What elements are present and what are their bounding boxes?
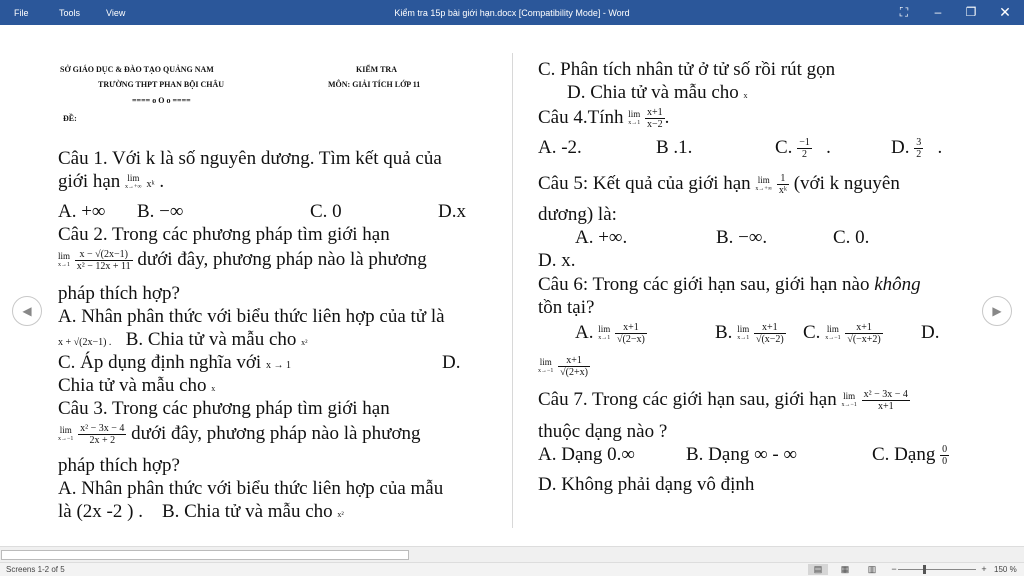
page-count: Screens 1-2 of 5 <box>6 565 65 574</box>
q7-answer-d: D. Không phải dạng vô định <box>538 474 755 495</box>
q3-line1: Câu 3. Trong các phương pháp tìm giới hạn <box>58 398 390 419</box>
q3-answer-c: C. Phân tích nhân tử ở tử số rồi rút gọn <box>538 59 836 80</box>
next-screen-icon[interactable]: ▶ <box>982 296 1012 326</box>
document-page[interactable] <box>0 25 1024 546</box>
q3-line3: pháp thích hợp? <box>58 455 180 476</box>
q1-answer-d: D.x <box>438 201 466 222</box>
document-title: Kiểm tra 15p bài giới hạn.docx [Compatibility Mode] - Word <box>394 8 630 18</box>
q4-question: Câu 4.Tính lim x→1 $\frac{x+1}{x-2}$ . <box>538 107 670 131</box>
q6-answer-d: lim x→−1 $\frac{x+1}{√(2+x)}$ <box>538 355 588 379</box>
school-name: TRƯỜNG THPT PHAN BỘI CHÂU <box>98 80 225 89</box>
q6-line2: tồn tại? <box>538 297 595 318</box>
q4-answer-c: C. $\frac{-1}{2}$ . <box>775 137 831 161</box>
q2-answer-d: Chia tử và mẫu cho x <box>58 375 216 396</box>
q2-answer-c: C. Áp dụng định nghĩa với x → 1 <box>58 352 291 373</box>
exam-code-label: ĐỀ: <box>63 114 77 123</box>
q4-answer-a: A. -2. <box>538 137 582 158</box>
q1-line1: Câu 1. Với k là số nguyên dương. Tìm kết quả của <box>58 148 442 169</box>
q5-answer-b: B. −∞. <box>716 227 768 248</box>
menu-file[interactable]: File <box>14 8 29 18</box>
zoom-out-button[interactable]: − <box>891 564 897 574</box>
q3-line2: lim x→−1 $\frac{\text{x² − 3x − 4}}{2x + 2}$ dưới đây, phương pháp nào là phương <box>58 423 421 447</box>
q6-answer-b: B. lim x→1 $\frac{x+1}{√(x-2)}$ <box>715 322 784 346</box>
exam-title: KIỂM TRA <box>356 65 397 74</box>
print-layout-icon[interactable]: ▦ <box>840 564 850 574</box>
close-icon[interactable]: ✕ <box>999 4 1011 20</box>
q5-line1: Câu 5: Kết quả của giới hạn lim x→+∞ $\frac{1}{\text{xᵏ}}$ (với k nguyên <box>538 173 900 197</box>
q4-answer-d: D. $\frac{3}{2}$ . <box>891 137 943 161</box>
restore-icon[interactable]: ❐ <box>965 5 977 19</box>
minimize-icon[interactable]: – <box>934 5 942 19</box>
q5-answer-d: D. x. <box>538 250 576 271</box>
horizontal-scrollbar[interactable] <box>0 546 1024 562</box>
status-bar <box>0 562 1024 576</box>
q3-answer-d: D. Chia tử và mẫu cho x <box>567 82 748 103</box>
previous-screen-icon[interactable]: ◀ <box>12 296 42 326</box>
q5-line2: dương) là: <box>538 204 617 225</box>
q1-answer-b: B. −∞ <box>137 201 184 222</box>
web-layout-icon[interactable]: ▥ <box>867 564 877 574</box>
q2-line3: pháp thích hợp? <box>58 283 180 304</box>
q1-answer-a: A. +∞ <box>58 201 106 222</box>
header-deco: ==== o O o ==== <box>132 96 191 105</box>
menu-view[interactable]: View <box>106 8 126 18</box>
column-divider <box>512 53 513 528</box>
q7-line2: thuộc dạng nào ? <box>538 421 668 442</box>
q3-answer-ab: là (2x -2 ) . B. Chia tử và mẫu cho x² <box>58 501 344 522</box>
exam-subject: MÔN: GIẢI TÍCH LỚP 11 <box>328 80 421 89</box>
q7-answer-b: B. Dạng ∞ - ∞ <box>686 444 797 465</box>
q7-line1: Câu 7. Trong các giới hạn sau, giới hạn lim x→−1 $\frac{\text{x² − 3x − 4}}{x+1}$ <box>538 389 908 413</box>
q7-answer-a: A. Dạng 0.∞ <box>538 444 635 465</box>
q6-answer-a: A. lim x→1 $\frac{x+1}{√(2-x)}$ <box>575 322 645 346</box>
fullscreen-icon[interactable]: ⛶ <box>899 5 909 19</box>
q3-answer-a: A. Nhân phân thức với biểu thức liên hợp của mẫu <box>58 478 444 499</box>
zoom-level[interactable]: 150 % <box>994 565 1017 574</box>
q1-answer-c: C. 0 <box>310 201 342 222</box>
q2-answer-d-label: D. <box>442 352 461 373</box>
q2-line2: lim x→1 $\frac{x - √(2x-1)}{\text{x² − 12x + 11}}$ dưới đây, phương pháp nào là phương <box>58 249 427 273</box>
scrollbar-thumb[interactable] <box>1 550 409 560</box>
q6-line1: Câu 6: Trong các giới hạn sau, giới hạn nào không <box>538 274 921 295</box>
zoom-in-button[interactable]: + <box>981 564 987 574</box>
q2-answer-a-expr: x + √(2x−1) . B. Chia tử và mẫu cho x² <box>58 329 308 350</box>
q2-answer-a: A. Nhân phân thức với biểu thức liên hợp của tử là <box>58 306 445 327</box>
q6-answer-c: C. lim x→−1 $\frac{x+1}{√(-x+2)}$ <box>803 322 881 346</box>
q5-answer-c: C. 0. <box>833 227 870 248</box>
q1-line2: giới hạn lim x→+∞ xᵏ . <box>58 171 165 192</box>
zoom-slider-thumb[interactable] <box>923 565 926 574</box>
read-mode-icon[interactable]: ▤ <box>808 564 828 575</box>
q6-answer-d-label: D. <box>921 322 940 343</box>
dept-name: SỞ GIÁO DỤC & ĐÀO TẠO QUẢNG NAM <box>60 65 214 74</box>
q4-answer-b: B .1. <box>656 137 693 158</box>
q2-line1: Câu 2. Trong các phương pháp tìm giới hạn <box>58 224 390 245</box>
title-bar <box>0 0 1024 25</box>
q7-answer-c: C. Dạng $\frac{0}{0}$ <box>872 444 948 468</box>
q5-answer-a: A. +∞. <box>575 227 628 248</box>
zoom-slider[interactable] <box>898 569 976 570</box>
menu-tools[interactable]: Tools <box>59 8 81 18</box>
